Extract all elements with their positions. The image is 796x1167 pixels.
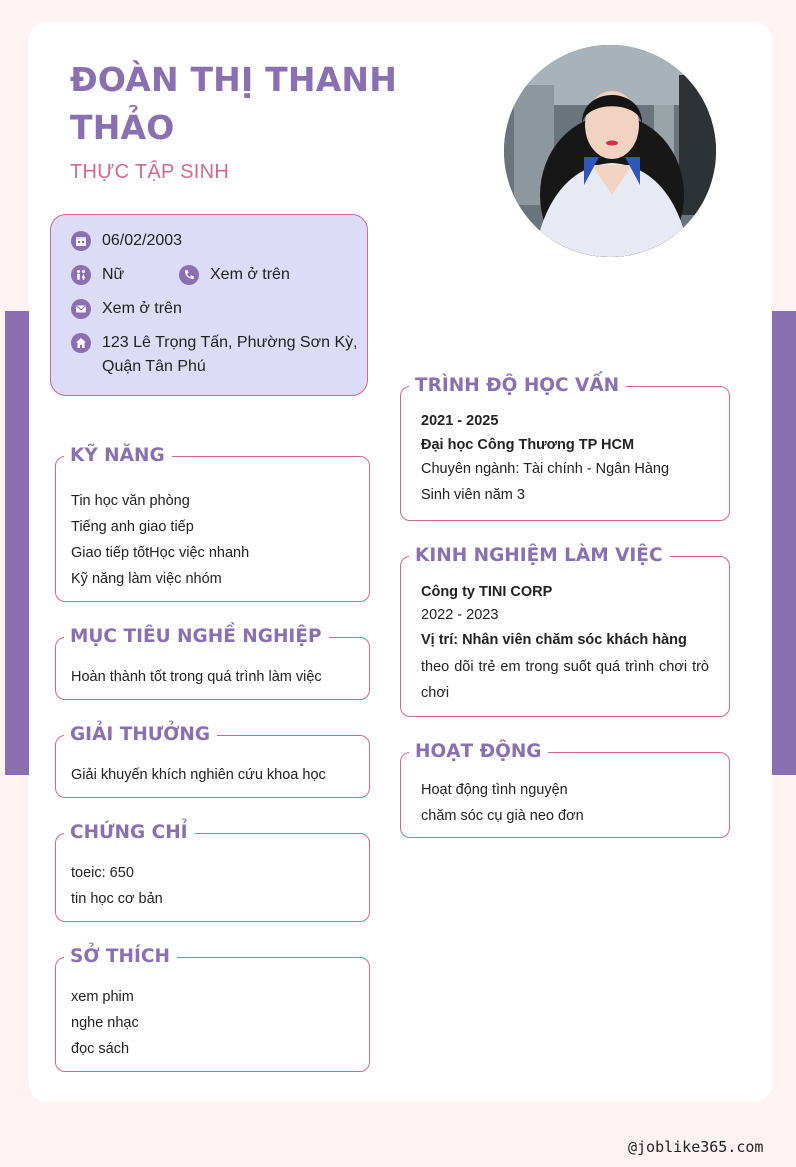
list-item: tin học cơ bản — [71, 891, 163, 907]
hobbies-title: SỞ THÍCH — [64, 944, 177, 970]
list-item: Giao tiếp tốtHọc việc nhanh — [71, 545, 250, 561]
awards-text: Giải khuyến khích nghiên cứu khoa học — [71, 767, 326, 783]
certificates-title: CHỨNG CHỈ — [64, 820, 195, 846]
experience-position: Vị trí: Nhân viên chăm sóc khách hàng — [421, 632, 687, 648]
activities-list — [421, 777, 709, 829]
skills-list — [71, 488, 354, 592]
right-decor-band — [772, 311, 796, 775]
education-title: TRÌNH ĐỘ HỌC VẤN — [409, 373, 626, 399]
list-item: Kỹ năng làm việc nhóm — [71, 571, 222, 587]
experience-body — [421, 580, 709, 706]
list-item: đọc sách — [71, 1041, 130, 1057]
list-item: Tiếng anh giao tiếp — [71, 519, 194, 535]
list-item: toeic: 650 — [71, 865, 134, 881]
awards-section — [55, 724, 370, 798]
education-section — [400, 375, 730, 521]
activities-title: HOẠT ĐỘNG — [409, 739, 548, 765]
gender-value: Nữ — [102, 266, 125, 283]
experience-title: KINH NGHIỆM LÀM VIỆC — [409, 543, 670, 569]
experience-section — [400, 545, 730, 717]
certificates-list — [71, 860, 354, 912]
left-decor-band — [5, 311, 29, 775]
skills-title: KỸ NĂNG — [64, 443, 172, 469]
objective-text: Hoàn thành tốt trong quá trình làm việc — [71, 669, 322, 685]
certificates-section — [55, 822, 370, 922]
education-period: 2021 - 2025 — [421, 413, 499, 429]
hobbies-list — [71, 984, 354, 1062]
birthday-value: 06/02/2003 — [102, 232, 183, 249]
education-body — [421, 409, 709, 508]
experience-period: 2022 - 2023 — [421, 607, 499, 623]
birthday-row — [71, 229, 182, 253]
list-item: xem phim — [71, 989, 134, 1005]
awards-title: GIẢI THƯỞNG — [64, 722, 217, 748]
job-title: THỰC TẬP SINH — [70, 161, 230, 183]
email-icon — [71, 299, 91, 319]
address-row — [71, 331, 361, 379]
skills-section — [55, 445, 370, 602]
objective-title: MỤC TIÊU NGHỀ NGHIỆP — [64, 624, 329, 650]
list-item: nghe nhạc — [71, 1015, 139, 1031]
gender-icon — [71, 265, 91, 285]
phone-icon — [179, 265, 199, 285]
avatar — [504, 45, 716, 257]
objective-section — [55, 626, 370, 700]
education-major: Chuyên ngành: Tài chính - Ngân Hàng — [421, 461, 670, 477]
education-year: Sinh viên năm 3 — [421, 487, 525, 503]
education-school: Đại học Công Thương TP HCM — [421, 437, 635, 453]
email-row — [71, 297, 182, 321]
footer-watermark: @joblike365.com — [628, 1138, 764, 1156]
list-item: Tin học văn phòng — [71, 493, 190, 509]
list-item: Hoạt động tình nguyện — [421, 782, 568, 798]
candidate-name: ĐOÀN THỊ THANH THẢO — [70, 60, 398, 147]
gender-row — [71, 263, 290, 287]
phone-value: Xem ở trên — [210, 266, 290, 283]
experience-company: Công ty TINI CORP — [421, 584, 553, 600]
list-item: chăm sóc cụ già neo đơn — [421, 808, 584, 824]
email-value: Xem ở trên — [102, 300, 182, 317]
home-icon — [71, 333, 91, 353]
hobbies-section — [55, 946, 370, 1072]
experience-description: theo dõi trẻ em trong suốt quá trình chơi trò chơi — [421, 659, 709, 701]
calendar-icon — [71, 231, 91, 251]
address-value: 123 Lê Trọng Tấn, Phường Sơn Kỳ, Quận Tân Phú — [102, 334, 358, 375]
activities-section — [400, 741, 730, 838]
